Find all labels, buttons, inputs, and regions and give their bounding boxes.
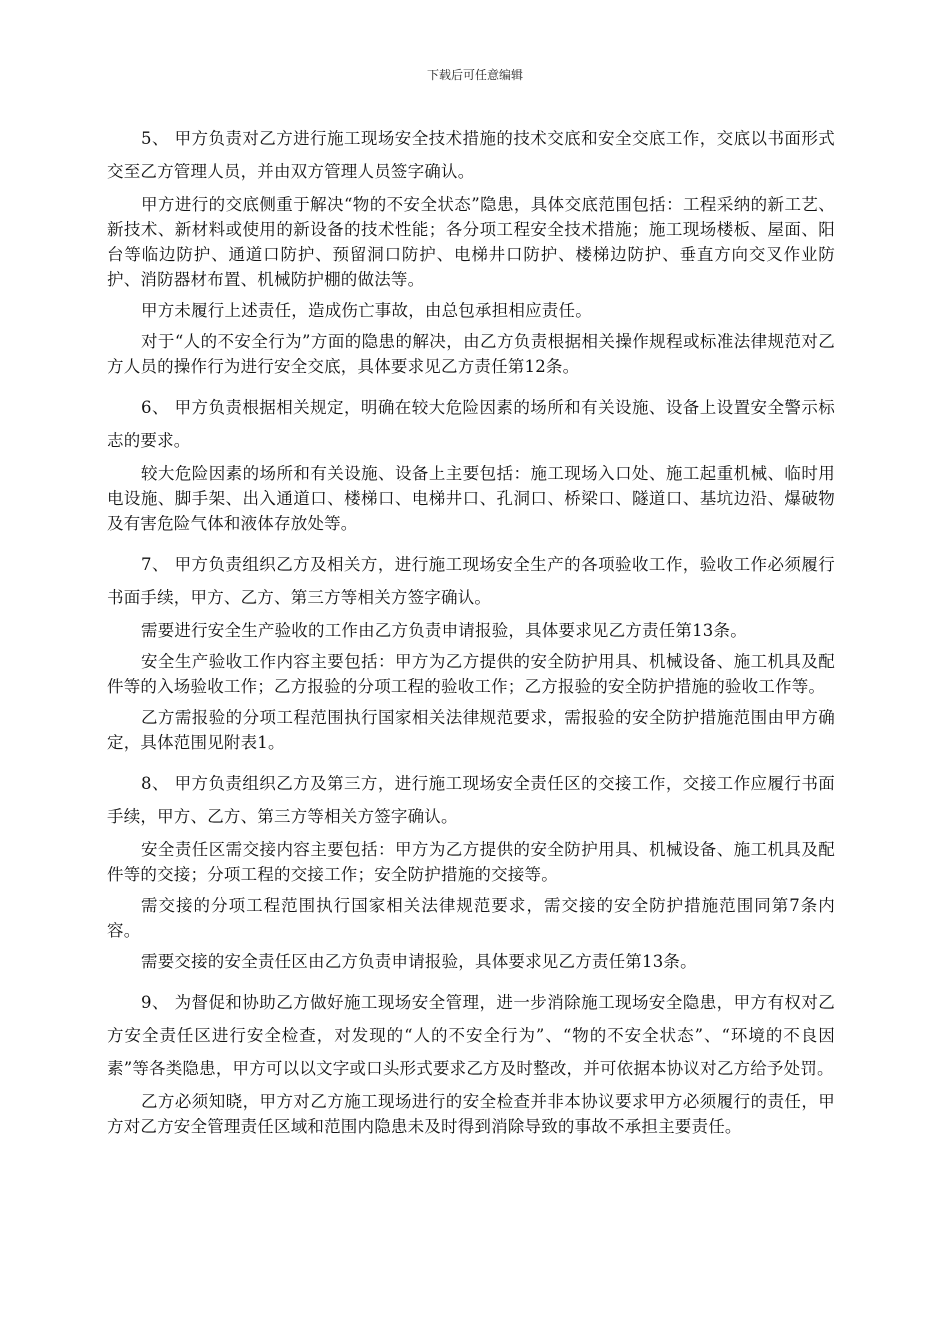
clause-9 <box>107 986 835 1139</box>
page-header-note: 下载后可任意编辑 <box>426 68 523 82</box>
clause-6-heading: 6、 甲方负责根据相关规定，明确在较大危险因素的场所和有关设施、设备上设置安全警示标志的要求。 <box>107 398 835 450</box>
clause-7-heading: 7、 甲方负责组织乙方及相关方，进行施工现场安全生产的各项验收工作，验收工作必须履行书面手续，甲方、乙方、第三方等相关方签字确认。 <box>107 555 835 607</box>
clause-5 <box>107 122 835 379</box>
clause-8 <box>107 767 835 974</box>
clause-7-paragraph-4: 乙方需报验的分项工程范围执行国家相关法律规范要求，需报验的安全防护措施范围由甲方确定，具体范围见附表1。 <box>107 708 835 752</box>
clause-6 <box>107 391 835 536</box>
clause-9-paragraph-2: 乙方必须知晓，甲方对乙方施工现场进行的安全检查并非本协议要求甲方必须履行的责任，甲方对乙方安全管理责任区域和范围内隐患未及时得到消除导致的事故不承担主要责任。 <box>107 1092 835 1136</box>
clause-6-paragraph-2: 较大危险因素的场所和有关设施、设备上主要包括：施工现场入口处、施工起重机械、临时用电设施、脚手架、出入通道口、楼梯口、电梯井口、孔洞口、桥梁口、隧道口、基坑边沿、爆破物及有害危险气体和液体存放处等。 <box>107 464 835 533</box>
clause-5-paragraph-2: 甲方进行的交底侧重于解决“物的不安全状态”隐患，具体交底范围包括：工程采纳的新工艺、新技术、新材料或使用的新设备的技术性能；各分项工程安全技术措施；施工现场楼板、屋面、阳台等临边防护、通道口防护、预留洞口防护、电梯井口防护、楼梯边防护、垂直方向交叉作业防护、消防器材布置、机械防护棚的做法等。 <box>107 195 835 289</box>
clause-5-heading: 5、 甲方负责对乙方进行施工现场安全技术措施的技术交底和安全交底工作，交底以书面形式交至乙方管理人员，并由双方管理人员签字确认。 <box>107 129 835 181</box>
clause-5-paragraph-4: 对于“人的不安全行为”方面的隐患的解决，由乙方负责根据相关操作规程或标准法律规范对乙方人员的操作行为进行安全交底，具体要求见乙方责任第12条。 <box>107 332 835 376</box>
clause-7 <box>107 548 835 755</box>
clause-9-heading: 9、 为督促和协助乙方做好施工现场安全管理，进一步消除施工现场安全隐患，甲方有权对乙方安全责任区进行安全检查，对发现的“人的不安全行为”、“物的不安全状态”、“环境的不良因素”等各类隐患，甲方可以以文字或口头形式要求乙方及时整改，并可依据本协议对乙方给予处罚。 <box>107 993 835 1078</box>
document-body <box>107 122 835 1151</box>
clause-5-paragraph-3: 甲方未履行上述责任，造成伤亡事故，由总包承担相应责任。 <box>141 301 592 320</box>
clause-8-paragraph-2: 安全责任区需交接内容主要包括：甲方为乙方提供的安全防护用具、机械设备、施工机具及配件等的交接；分项工程的交接工作；安全防护措施的交接等。 <box>107 840 835 884</box>
clause-8-heading: 8、 甲方负责组织乙方及第三方，进行施工现场安全责任区的交接工作，交接工作应履行书面手续，甲方、乙方、第三方等相关方签字确认。 <box>107 774 835 826</box>
clause-7-paragraph-3: 安全生产验收工作内容主要包括：甲方为乙方提供的安全防护用具、机械设备、施工机具及配件等的入场验收工作；乙方报验的分项工程的验收工作；乙方报验的安全防护措施的验收工作等。 <box>107 652 835 696</box>
clause-8-paragraph-4: 需要交接的安全责任区由乙方负责申请报验，具体要求见乙方责任第13条。 <box>141 952 697 971</box>
clause-7-paragraph-2: 需要进行安全生产验收的工作由乙方负责申请报验，具体要求见乙方责任第13条。 <box>141 621 747 640</box>
clause-8-paragraph-3: 需交接的分项工程范围执行国家相关法律规范要求，需交接的安全防护措施范围同第7条内容。 <box>107 896 835 940</box>
